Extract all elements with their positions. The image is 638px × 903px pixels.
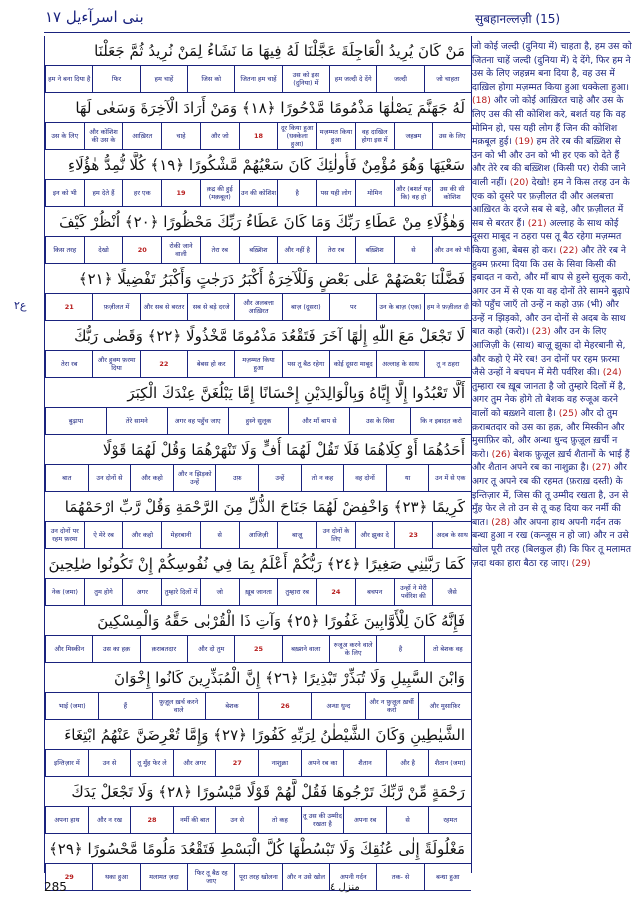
word-cell: सब से बड़े दरजे [187, 294, 234, 320]
word-cell: मज़म्मत किया हुआ [234, 351, 281, 377]
word-cell: से [200, 522, 239, 548]
word-cell: या [386, 465, 429, 491]
arabic-verse-line: كَرِيمًا ﴿٢٣﴾ وَاخْفِضْ لَهُمَا جَنَاحَ الذُّلِّ مِنَ الرَّحْمَةِ وَقُلْ رَّبِّ ارْحَمْهُمَا [64, 498, 465, 516]
word-translation-row [45, 464, 471, 492]
word-cell: अपनी गर्दन [329, 864, 376, 890]
header-divider [44, 32, 630, 33]
word-cell: उस के लिए [45, 123, 84, 149]
word-cell: और दो तुम [187, 636, 234, 662]
word-cell: रोकी जाने वाली [161, 237, 200, 263]
word-translation-row [45, 521, 471, 549]
word-cell: और मुसाफ़िर [418, 693, 471, 719]
translation-text: और जो कोई आख़िरत चाहे और उस के लिए उस की सी कोशिश करे, बशर्त यह कि वह मोमिन हो, पस यही लोग हैं जिन की कोशिश मक़बूल हुई। [472, 95, 626, 148]
word-cell: ख़ूब जानता [239, 579, 278, 605]
word-cell: दूर किया हुआ (धक्केला हुआ) [277, 123, 316, 149]
word-cell: है [277, 180, 316, 206]
arabic-verse-line: أَحَدُهُمَا أَوْ كِلَاهُمَا فَلَا تَقُلْ لَهُمَا أُفٍّ وَلَا تَنْهَرْهُمَا وَقُلْ لَهُمَا قَوْلًا [102, 441, 465, 459]
verse-number: (18) [472, 95, 491, 107]
word-cell: पस तू बैठ रहेगा [282, 351, 329, 377]
word-cell: क़राबतदार [140, 636, 187, 662]
word-cell: बात [45, 465, 88, 491]
surah-title-urdu: بنی اسرآءیل ١٧ [45, 8, 144, 26]
word-cell: भाई (जमा) [45, 693, 98, 719]
word-cell: अपना रब [343, 807, 386, 833]
word-cell: अपने रब का [301, 750, 344, 776]
arabic-verse-line: لَا تَجْعَلْ مَعَ اللّٰهِ إِلٰهًا آخَرَ فَتَقْعُدَ مَذْمُومًا مَّخْذُولًا ﴿٢٢﴾ وَقَضٰى رَبُّكَ [74, 327, 465, 345]
word-cell: उन से [88, 750, 131, 776]
word-cell: 23 [394, 522, 433, 548]
verse-number: (28) [491, 516, 511, 528]
word-cell: उन दोनों के लिए [316, 522, 355, 548]
word-cell: और कोशिश की उस के [84, 123, 123, 149]
word-cell: नाशुक्रा [258, 750, 301, 776]
translation-text: और तेरे रब ने हुक्म फ़रमा दिया कि उस के सिवा किसी की इबादत न करो, और माँ बाप से हुस्ने सुलूक करो, अगर उन में से एक या वह दोनों तेरे सामने बुढ़ापे को पहुँच जाएँ तो उन्हें न कहो उफ़ (भी) और उन्हें न झिड़को, और उन दोनों से अदब के साथ बात कहो (करो)। [472, 244, 631, 338]
word-cell: जिस को [187, 66, 234, 92]
word-translation-row [45, 236, 471, 264]
word-cell: उन्हों ने मेरी पर्वरिश की [394, 579, 433, 605]
verse-number: (29) [571, 557, 591, 569]
word-cell: उन की कोशिश [239, 180, 278, 206]
word-cell: अल्लाह के साथ [376, 351, 423, 377]
translation-text: और उन के लिए आजिज़ी के (साथ) बाज़ू झुका दो मेहरबानी से, और कहो ऐ मेरे रब! उन दोनों पर रहम फ़रमा जैसे उन्हों ने बचपन में मेरी पर्वरिश की। [472, 326, 626, 379]
word-cell: और मिस्कीन [45, 636, 92, 662]
word-cell: और कहो [122, 522, 161, 548]
word-cell: उन दोनों से [88, 465, 131, 491]
word-cell: जितना हम चाहें [234, 66, 281, 92]
word-cell: और न उसे खोल [282, 864, 329, 890]
arabic-verse-line: سَعْيَهَا وَهُوَ مُؤْمِنٌ فَأُولٰئِكَ كَانَ سَعْيُهُمْ مَّشْكُورًا ﴿١٩﴾ كُلًّا نُّمِدُّ هٰؤُلَاءِ [68, 156, 465, 174]
word-translation-row [45, 122, 471, 150]
word-cell: उफ़ [215, 465, 258, 491]
word-cell: अगर वह पहुँच जाए [167, 408, 228, 434]
verse-number: (20) [509, 176, 529, 188]
word-cell: आख़िरत [122, 123, 161, 149]
verse-number: (22) [559, 244, 579, 256]
word-cell: हुस्ने सुलूक [228, 408, 289, 434]
word-cell: उस का हक़ [92, 636, 139, 662]
word-cell: नेक (जमा) [45, 579, 84, 605]
word-cell: चाहे [161, 123, 200, 149]
word-cell: थका हुआ [92, 864, 139, 890]
word-cell: बख़्शिश [355, 237, 394, 263]
word-cell: जो चाहता [424, 66, 471, 92]
word-cell: हैं [98, 693, 151, 719]
word-cell: बख़्शिश [239, 237, 278, 263]
word-cell: नर्मी की बात [173, 807, 216, 833]
word-cell: बेशक [205, 693, 258, 719]
word-cell: 22 [140, 351, 187, 377]
word-cell: फिर [92, 66, 139, 92]
word-cell: इन्तिज़ार में [45, 750, 88, 776]
translation-text: बेशक फ़ुज़ूल ख़र्च शैतानों के भाई हैं और शैतान अपने रब का नाशुक्रा है। [472, 448, 630, 474]
translation-text: तुम्हारा रब ख़ूब जानता है जो तुम्हारे दिलों में है, अगर तुम नेक होगे तो बेशक वह रुजूअ करने वालों को बख़्शने वाला है। [472, 380, 626, 420]
word-cell: अदब के साथ [432, 522, 471, 548]
word-translation-row [45, 179, 471, 207]
word-cell: कोई दूसरा माबूद [329, 351, 376, 377]
word-cell: 19 [161, 180, 200, 206]
word-cell: हम देते हैं [84, 180, 123, 206]
arabic-verse-line: فَضَّلْنَا بَعْضَهُمْ عَلٰى بَعْضٍ وَلَلْآخِرَةُ أَكْبَرُ دَرَجٰتٍ وَأَكْبَرُ تَفْضِيلًا ﴿٢١﴾ [78, 270, 465, 288]
word-cell: फ़ुज़ूल ख़र्च करने वाले [152, 693, 205, 719]
word-cell: वह दोनों [343, 465, 386, 491]
arabic-verse-line: لَهُ جَهَنَّمَ يَصْلٰهَا مَذْمُومًا مَّدْحُورًا ﴿١٨﴾ وَمَنْ أَرَادَ الْآخِرَةَ وَسَعٰى لَهَا [75, 99, 465, 117]
word-cell: और जो [200, 123, 239, 149]
verse-number: (21) [527, 217, 547, 229]
word-cell: 20 [122, 237, 161, 263]
word-cell: 18 [239, 123, 278, 149]
word-cell: आजिज़ी [239, 522, 278, 548]
word-cell: और कहो [130, 465, 173, 491]
word-cell: तो न कह [301, 465, 344, 491]
word-cell: और है [386, 750, 429, 776]
word-cell: और नहीं है [277, 237, 316, 263]
word-cell: बाज़ (दूसरा) [282, 294, 329, 320]
word-cell: शैतान [343, 750, 386, 776]
word-cell: ऐ मेरे रब [84, 522, 123, 548]
word-cell: मज़म्मत किया हुआ [316, 123, 355, 149]
word-cell: 26 [258, 693, 311, 719]
word-cell: और अलबत्ता आख़िरत [234, 294, 281, 320]
word-cell: 27 [215, 750, 258, 776]
word-cell: तेरा रब [316, 237, 355, 263]
word-cell: कि न इबादत करो [410, 408, 471, 434]
word-cell: मेहरबानी [161, 522, 200, 548]
word-cell: पर [329, 294, 376, 320]
word-translation-row [45, 578, 471, 606]
verse-number: (26) [491, 448, 511, 460]
word-cell: शैतान (जमा) [428, 750, 471, 776]
word-cell: जहन्नम [394, 123, 433, 149]
surah-title-hindi: सुबहानल्लज़ी (15) [475, 12, 561, 26]
verse-number: (23) [531, 326, 551, 338]
arabic-verse-line: وَابْنَ السَّبِيلِ وَلَا تُبَذِّرْ تَبْذِيرًا ﴿٢٦﴾ إِنَّ الْمُبَذِّرِينَ كَانُوا إِخْوَانَ [114, 669, 465, 687]
word-translation-row [45, 749, 471, 777]
manzil-label: منزل ٤ [330, 882, 360, 893]
word-cell: 24 [316, 579, 355, 605]
word-cell: हम चाहें [140, 66, 187, 92]
word-cell: तुम्हारे दिलों में [161, 579, 200, 605]
word-cell: और उन को भी [432, 237, 471, 263]
translation-text: और अपना हाथ अपनी गर्दन तक बन्धा हुआ न रख (कन्जूस न हो जा) और न उसे खोल पूरी तरह (बिलकुल ही) कि फिर तू मलामत ज़दा थका हारा बैठा रह जाए। [472, 516, 632, 569]
arabic-verse-line: رَحْمَةٍ مِّنْ رَّبِّكَ تَرْجُوهَا فَقُلْ لَّهُمْ قَوْلًا مَّيْسُورًا ﴿٢٨﴾ وَلَا تَجْعَلْ يَدَكَ [71, 783, 465, 801]
word-cell: अपना हाथ [45, 807, 88, 833]
word-cell: बुढ़ापा [45, 408, 106, 434]
translation-text: देखो! हम ने किस तरह उन के एक को दूसरे पर फ़ज़ीलत दी और अलबत्ता आख़िरत के दरजे सब से बड़े, और फ़ज़ीलत में सब से बरतर हैं। [472, 176, 630, 229]
word-cell: से [394, 237, 433, 263]
word-cell: और (बशर्त यह कि) वह हो [394, 180, 433, 206]
word-cell: 29 [45, 864, 92, 890]
page-number: 285 [44, 880, 67, 894]
word-cell: बेबस हो कर [187, 351, 234, 377]
word-cell: बन्धा हुआ [424, 864, 471, 890]
page-header [0, 0, 638, 36]
arabic-column [44, 36, 472, 885]
word-cell: तू न ठहरा [424, 351, 471, 377]
word-cell: और सब से बरतर [140, 294, 187, 320]
translation-text: और दो तुम क़राबतदार को उस का हक़, और मिस्कीन और मुसाफ़िर को, और अन्धा धुन्द फ़ुज़ूल ख़र्ची न करो। [472, 408, 625, 460]
word-cell: और न झिड़को उन्हें [173, 465, 216, 491]
word-translation-row [45, 863, 471, 891]
word-cell: उन्हें [258, 465, 301, 491]
word-cell: फिर तू बैठ रह जाए [187, 864, 234, 890]
word-cell: तू उस की उम्मीद रखता है [301, 807, 344, 833]
word-cell: और हुक्म फ़रमा दिया [92, 351, 139, 377]
word-cell: पूरा तरह खोलना [234, 864, 281, 890]
word-cell: उन से [215, 807, 258, 833]
word-cell: जल्दी [376, 66, 423, 92]
verse-number: (25) [558, 408, 578, 420]
word-translation-row [45, 692, 471, 720]
word-cell: उस के सिवा [349, 408, 410, 434]
word-cell: 21 [45, 294, 92, 320]
word-cell: तो कह [258, 807, 301, 833]
verse-number: (27) [591, 462, 611, 474]
word-cell: जो [200, 579, 239, 605]
word-translation-row [45, 65, 471, 93]
word-translation-row [45, 806, 471, 834]
verse-number: (19) [514, 136, 534, 148]
word-cell: उस को इस (दुनिया) में [282, 66, 329, 92]
word-cell: उन दोनों पर रहम फ़रमा [45, 522, 84, 548]
arabic-verse-line: أَلَّا تَعْبُدُوا إِلَّا إِيَّاهُ وَبِالْوَالِدَيْنِ إِحْسَانًا إِمَّا يَبْلُغَنَّ عِنْدَكَ الْكِبَرَ [127, 384, 465, 402]
word-cell: और माँ बाप से [288, 408, 349, 434]
word-cell: पस यही लोग [316, 180, 355, 206]
arabic-verse-line: مَغْلُولَةً إِلٰى عُنُقِكَ وَلَا تَبْسُطْهَا كُلَّ الْبَسْطِ فَتَقْعُدَ مَلُومًا مَّحْسُورًا ﴿٢٩﴾ [49, 840, 465, 858]
word-cell: तेरा रब [45, 351, 92, 377]
word-cell: से [386, 807, 429, 833]
word-cell: वह दाखिल होगा इस में [355, 123, 394, 149]
translation-text: हम तेरे रब की बख़्शिश से उन को भी और उन को भी हर एक को देते हैं और तेरे रब की बख़्शिश (किसी पर) रोकी जाने वाली नहीं। [472, 136, 626, 188]
word-cell: और न रख [88, 807, 131, 833]
word-cell: तुम्हारा रब [277, 579, 316, 605]
word-cell: फ़ज़ीलत में [92, 294, 139, 320]
word-cell: तुम होगे [84, 579, 123, 605]
translation-text: और अगर तू अपने रब की रहमत (फ़राख़ दस्ती) के इन्तिज़ार में, जिस की तू उम्मीद रखता है, उन से मुँह फेर ले तो उन से तू कह दिया कर नर्मी की बात। [472, 462, 629, 528]
word-cell: बचपन [355, 579, 394, 605]
word-cell: उस की सी कोशिश [432, 180, 471, 206]
word-cell: हम ने बना दिया है [45, 66, 92, 92]
word-cell: हम जल्दी दे देंगे [329, 66, 376, 92]
word-cell: तेरा रब [200, 237, 239, 263]
word-cell: है [376, 636, 423, 662]
arabic-verse-line: الشَّيٰطِينِ وَكَانَ الشَّيْطٰنُ لِرَبِّهِ كَفُورًا ﴿٢٧﴾ وَإِمَّا تُعْرِضَنَّ عَنْهُمُ ابْتِغَاءَ [64, 726, 465, 744]
word-cell: इन को भी [45, 180, 84, 206]
word-translation-row [45, 350, 471, 378]
word-cell: बाज़ू [277, 522, 316, 548]
word-cell: और न फ़ुज़ूल ख़र्ची करो [365, 693, 418, 719]
word-cell: उस के लिए [432, 123, 471, 149]
word-cell: 28 [130, 807, 173, 833]
word-translation-row [45, 407, 471, 435]
word-cell: हम ने फ़ज़ीलत दी [424, 294, 471, 320]
word-cell: अगर [122, 579, 161, 605]
translation-text: जो कोई जल्दी (दुनिया में) चाहता है, हम उस को जितना चाहें जल्दी (दुनिया में) दे देंगे, फिर हम ने उस के लिए जहन्नम बना दिया है, वह उस में दाख़िल होगा मज़म्मत किया हुआ धक्केला हुआ। [472, 41, 632, 93]
arabic-verse-line: فَإِنَّهُ كَانَ لِلْأَوَّابِينَ غَفُورًا ﴿٢٥﴾ وَآتِ ذَا الْقُرْبٰى حَقَّهُ وَالْمِسْكِينَ [97, 612, 465, 630]
word-cell: मलामत ज़दा [140, 864, 187, 890]
word-translation-row [45, 635, 471, 663]
arabic-verse-line: وَهٰؤُلَاءِ مِنْ عَطَاءِ رَبِّكَ وَمَا كَانَ عَطَاءُ رَبِّكَ مَحْظُورًا ﴿٢٠﴾ اُنْظُرْ كَيْفَ [59, 213, 465, 231]
word-cell: हर एक [122, 180, 161, 206]
word-cell: मोमिन [355, 180, 394, 206]
arabic-verse-line: مَنْ كَانَ يُرِيدُ الْعَاجِلَةَ عَجَّلْنَا لَهُ فِيهَا مَا نَشَاءُ لِمَنْ نُرِيدُ ثُمَّ جَعَلْنَا [94, 42, 465, 60]
word-cell: तू मुँह फेर ले [130, 750, 173, 776]
arabic-verse-line: كَمَا رَبَّيٰنِي صَغِيرًا ﴿٢٤﴾ رَبُّكُمْ أَعْلَمُ بِمَا فِي نُفُوسِكُمْ إِنْ تَكُونُوا صٰلِحِينَ [48, 555, 465, 573]
translation-text: अल्लाह के साथ कोई दूसरा माबूद न ठहरा पस तू बैठ रहेगा मज़म्मत किया हुआ, बेबस हो कर। [472, 217, 622, 256]
word-cell: अन्धा धुन्द [311, 693, 364, 719]
word-cell: तक- से [376, 864, 423, 890]
word-cell: जैसे [432, 579, 471, 605]
word-cell: उन के बाज़ (एक) [376, 294, 423, 320]
word-cell: रहमत [428, 807, 471, 833]
word-cell: और झुका दे [355, 522, 394, 548]
word-cell: उन में से एक [428, 465, 471, 491]
word-cell: रुजूअ करने वाले के लिए [329, 636, 376, 662]
word-translation-row [45, 293, 471, 321]
word-cell: तेरे सामने [106, 408, 167, 434]
word-cell: किस तरह [45, 237, 84, 263]
word-cell: 25 [234, 636, 281, 662]
word-cell: तो बेशक वह [424, 636, 471, 662]
ruku-mark: ع٢ [14, 299, 27, 312]
verse-number: (24) [602, 367, 622, 379]
word-cell: क़द्र की हुई (मक़बूल) [200, 180, 239, 206]
translation-column [472, 40, 632, 870]
word-cell: बख़्शने वाला [282, 636, 329, 662]
word-cell: और अगर [173, 750, 216, 776]
word-cell: देखो [84, 237, 123, 263]
